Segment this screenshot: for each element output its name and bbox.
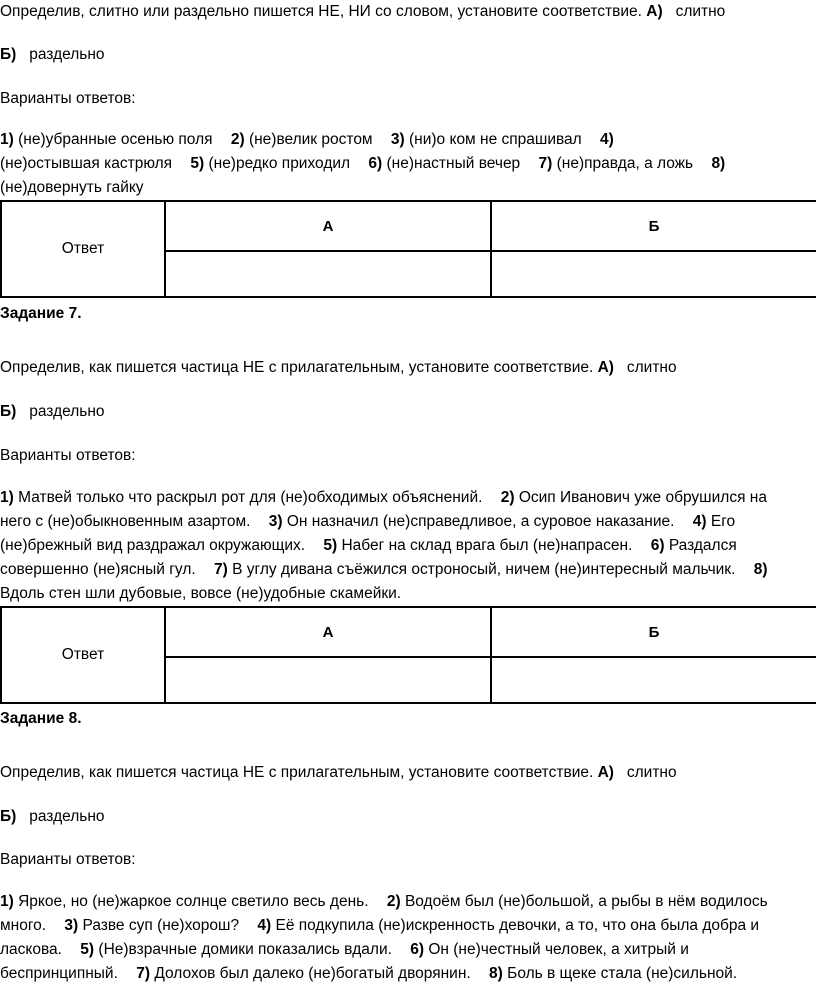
task8-option-a-label: А) xyxy=(597,764,614,781)
task6-item-num: 3) xyxy=(390,131,405,148)
task7-item-text-part: него с (не)обыкновенным азартом. xyxy=(0,513,251,530)
answer-cell-b[interactable] xyxy=(491,657,816,703)
task8-item-text: Долохов был далеко (не)богатый дворянин. xyxy=(154,965,471,982)
task7-option-a-text: слитно xyxy=(626,359,677,376)
task8-item-text: Разве суп (не)хорош? xyxy=(82,917,240,934)
task6-answer-table xyxy=(0,200,816,298)
task7-option-b xyxy=(0,402,105,422)
task8-item-num: 7) xyxy=(136,965,151,982)
task6-item-num: 2) xyxy=(230,131,245,148)
column-b-header: Б xyxy=(491,607,816,657)
task6-item-num: 5) xyxy=(190,155,205,172)
task6-item-text: (не)велик ростом xyxy=(248,131,373,148)
task7-items-line-5 xyxy=(0,584,401,604)
task7-item-num: 1) xyxy=(0,489,14,506)
task7-item-text: Вдоль стен шли дубовые, вовсе (не)удобные скамейки. xyxy=(0,585,402,602)
task7-option-b-label: Б) xyxy=(0,403,17,420)
task6-item-num: 4) xyxy=(600,131,614,148)
column-b-header: Б xyxy=(491,201,816,251)
task6-item-num: 8) xyxy=(711,155,726,172)
task6-items-line-2 xyxy=(0,154,725,174)
task8-item-text-part: Водоём был (не)большой, а рыбы в нём водилось xyxy=(404,893,768,910)
column-a-header: А xyxy=(165,201,491,251)
task6-option-b-label: Б) xyxy=(0,46,17,63)
task7-item-text-part: (не)брежный вид раздражал окружающих. xyxy=(0,537,306,554)
task6-item-text: (не)настный вечер xyxy=(386,155,521,172)
task8-item-num: 1) xyxy=(0,893,14,910)
task7-item-num: 7) xyxy=(214,561,228,578)
task7-heading-text: Задание 7. xyxy=(0,305,82,322)
task8-item-text-part: ласкова. xyxy=(0,941,62,958)
task8-items-line-1 xyxy=(0,892,768,912)
task8-item-text: Яркое, но (не)жаркое солнце светило весь день. xyxy=(18,893,369,910)
task8-option-b-label: Б) xyxy=(0,808,17,825)
task7-items-line-3 xyxy=(0,536,737,556)
answer-cell-a[interactable] xyxy=(165,251,491,297)
task7-item-text-part: Его xyxy=(710,513,736,530)
task6-intro: Определив, слитно или раздельно пишется НЕ, НИ со словом, установите соответствие. xyxy=(0,3,642,20)
task6-intro-line xyxy=(0,2,725,22)
answer-label: Ответ xyxy=(1,201,165,297)
task8-items-line-2 xyxy=(0,916,759,936)
task6-variants-label: Варианты ответов: xyxy=(0,90,136,107)
task6-option-a-text: слитно xyxy=(675,3,726,20)
task6-item-text: (не)правда, а ложь xyxy=(556,155,694,172)
task6-option-b-text: раздельно xyxy=(29,46,105,63)
task7-item-text: В углу дивана съёжился остроносый, ничем (не)интересный мальчик. xyxy=(232,561,736,578)
task6-item-num: 1) xyxy=(0,131,14,148)
answer-label: Ответ xyxy=(1,607,165,703)
task6-item-text: (не)остывшая кастрюля xyxy=(0,155,173,172)
task6-option-b xyxy=(0,45,105,65)
task8-item-num: 4) xyxy=(257,917,272,934)
task8-option-a-text: слитно xyxy=(626,764,677,781)
answer-cell-a[interactable] xyxy=(165,657,491,703)
task7-variants-label: Варианты ответов: xyxy=(0,447,136,464)
column-a-header: А xyxy=(165,607,491,657)
task7-items-line-1 xyxy=(0,488,767,508)
task6-option-a-label: А) xyxy=(646,3,663,20)
task8-item-num: 2) xyxy=(386,893,401,910)
task8-item-num: 8) xyxy=(489,965,503,982)
task7-intro: Определив, как пишется частица НЕ с прилагательным, установите соответствие. xyxy=(0,359,594,376)
task8-intro-line xyxy=(0,763,677,783)
task8-item-num: 5) xyxy=(80,941,95,958)
task8-item-text-part: много. xyxy=(0,917,47,934)
task7-heading xyxy=(0,304,82,324)
task8-variants-label: Варианты ответов: xyxy=(0,851,136,868)
task7-option-b-text: раздельно xyxy=(29,403,105,420)
answer-cell-b[interactable] xyxy=(491,251,816,297)
task8-intro: Определив, как пишется частица НЕ с прилагательным, установите соответствие. xyxy=(0,764,594,781)
task7-item-text: Матвей только что раскрыл рот для (не)обходимых объяснений. xyxy=(18,489,483,506)
task8-option-b xyxy=(0,807,105,827)
task8-heading-text: Задание 8. xyxy=(0,710,82,727)
task7-item-text-part: Осип Иванович уже обрушился на xyxy=(518,489,767,506)
task6-item-num: 7) xyxy=(538,155,553,172)
task6-item-text: (ни)о ком не спрашивал xyxy=(409,131,582,148)
task6-items-line-3 xyxy=(0,178,144,198)
task8-items-line-3 xyxy=(0,940,689,960)
task7-items-line-4 xyxy=(0,560,768,580)
task6-item-text: (не)редко приходил xyxy=(208,155,351,172)
task7-item-num: 2) xyxy=(500,489,515,506)
task7-item-text-part: Раздался xyxy=(668,537,737,554)
task7-item-text: Набег на склад врага был (не)напрасен. xyxy=(341,537,633,554)
task8-items-line-4 xyxy=(0,964,737,984)
task8-item-num: 3) xyxy=(64,917,79,934)
task6-item-text: (не)убранные осенью поля xyxy=(18,131,213,148)
task7-item-num: 4) xyxy=(692,513,707,530)
task6-items-line-1 xyxy=(0,130,614,150)
task7-item-num: 6) xyxy=(650,537,665,554)
task8-option-b-text: раздельно xyxy=(29,808,105,825)
task8-item-num: 6) xyxy=(410,941,425,958)
task7-items-line-2 xyxy=(0,512,735,532)
task6-item-text: (не)довернуть гайку xyxy=(0,179,144,196)
task8-item-text-part: беспринципный. xyxy=(0,965,118,982)
task8-item-text-part: Он (не)честный человек, а хитрый и xyxy=(428,941,689,958)
task6-item-num: 6) xyxy=(368,155,383,172)
task7-option-a-label: А) xyxy=(597,359,614,376)
task7-answer-table xyxy=(0,606,816,704)
task7-item-text-part: совершенно (не)ясный гул. xyxy=(0,561,196,578)
task7-item-num: 8) xyxy=(753,561,768,578)
task8-item-text-part: Её подкупила (не)искренность девочки, а то, что она была добра и xyxy=(275,917,760,934)
task7-item-text: Он назначил (не)справедливое, а суровое наказание. xyxy=(286,513,675,530)
task8-item-text: (Не)взрачные домики показались вдали. xyxy=(98,941,392,958)
task7-item-num: 5) xyxy=(323,537,338,554)
task7-item-num: 3) xyxy=(268,513,283,530)
task7-intro-line xyxy=(0,358,677,378)
task8-heading xyxy=(0,709,82,729)
task8-item-text: Боль в щеке стала (не)сильной. xyxy=(507,965,738,982)
